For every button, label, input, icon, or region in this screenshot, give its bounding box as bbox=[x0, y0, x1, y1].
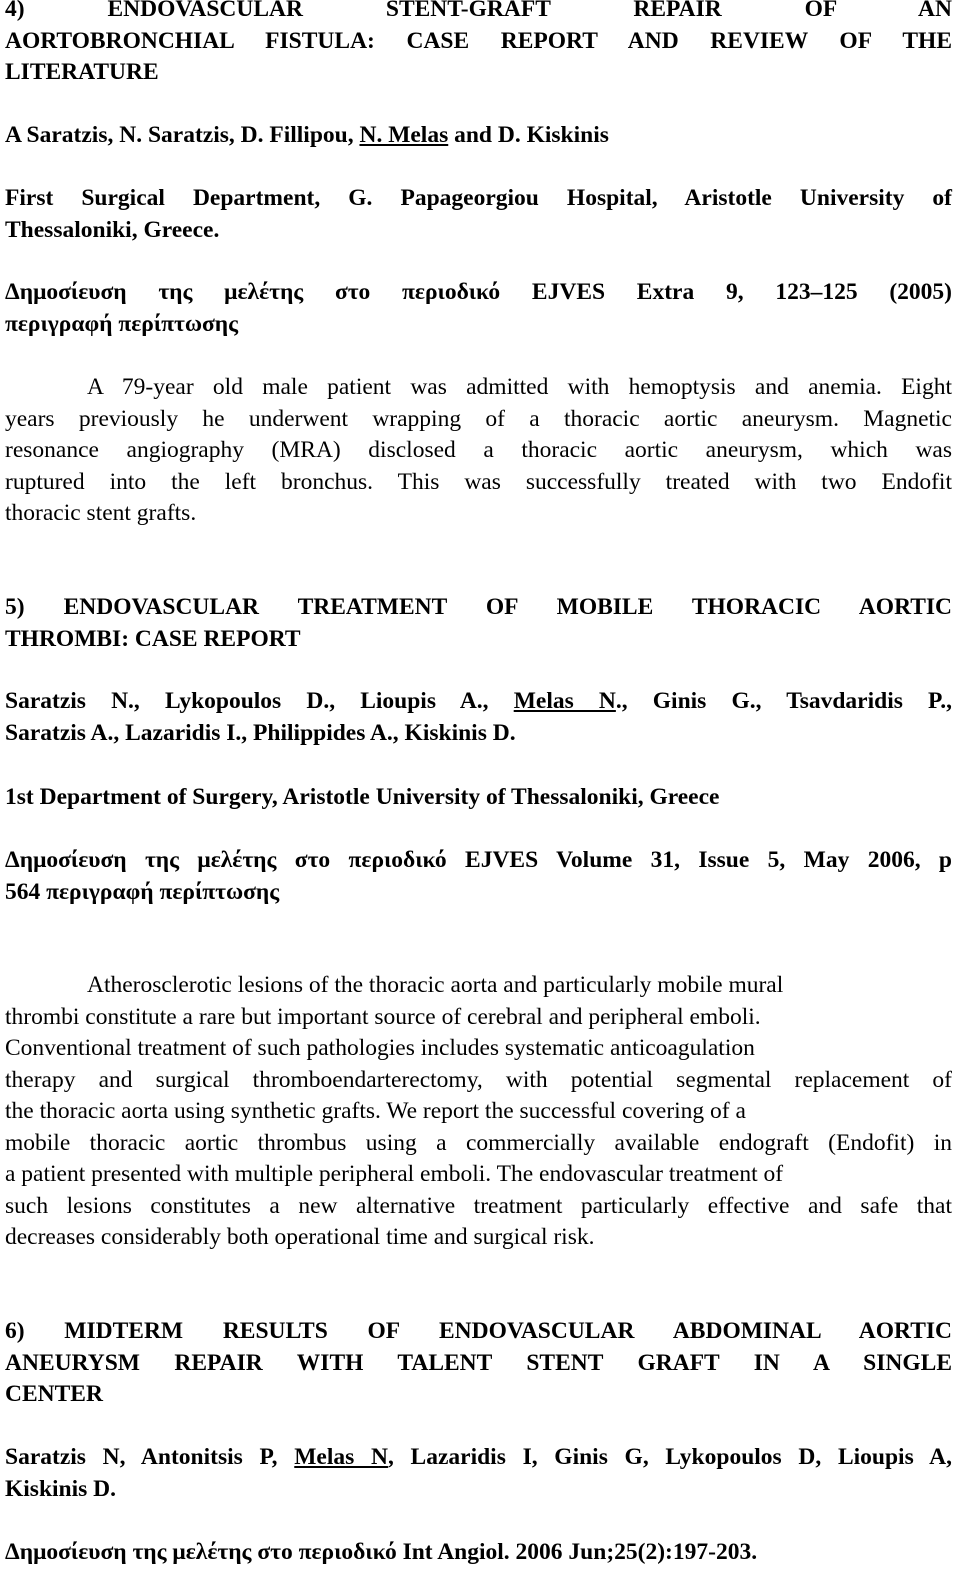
entry6-title-line: CENTER bbox=[5, 1381, 103, 1407]
entry6-title bbox=[5, 1316, 952, 1411]
publication-line: 564 περιγραφή περίπτωσης bbox=[5, 878, 280, 905]
abstract-line: Conventional treatment of such pathologies includes systematic anticoagulation bbox=[5, 1035, 755, 1061]
entry4-abstract bbox=[5, 372, 952, 530]
author-text: Saratzis N., Lykopoulos D., Lioupis A., bbox=[5, 688, 514, 714]
entry4-authors bbox=[5, 120, 952, 152]
abstract-line: therapy and surgical thromboendarterectomy, with potential segmental replacement of bbox=[5, 1066, 952, 1093]
publication-line: Δημοσίευση της μελέτης στο περιοδικό EJVES Extra 9, 123–125 (2005) bbox=[5, 279, 952, 305]
publication-line: Δημοσίευση της μελέτης στο περιοδικό EJVES Volume 31, Issue 5, May 2006, p bbox=[5, 847, 952, 873]
entry6-title-line: ANEURYSM REPAIR WITH TALENT STENT GRAFT IN A SINGLE bbox=[5, 1349, 952, 1376]
abstract-line: decreases considerably both operational time and surgical risk. bbox=[5, 1224, 595, 1250]
abstract-line: ruptured into the left bronchus. This was successfully treated with two Endofit bbox=[5, 468, 952, 495]
underlined-author: Melas N bbox=[294, 1444, 388, 1470]
publication-line: περιγραφή περίπτωσης bbox=[5, 310, 239, 337]
underlined-author: Melas N bbox=[513, 688, 616, 714]
entry5-title bbox=[5, 592, 952, 655]
abstract-line: Atherosclerotic lesions of the thoracic aorta and particularly mobile mural bbox=[87, 972, 784, 998]
entry5-authors bbox=[5, 686, 952, 749]
authors-line bbox=[5, 686, 952, 718]
affiliation-line: Thessaloniki, Greece. bbox=[5, 216, 220, 243]
authors-line bbox=[5, 1442, 952, 1474]
author-text: and D. Kiskinis bbox=[448, 122, 609, 148]
abstract-line: such lesions constitutes a new alternative treatment particularly effective and safe that bbox=[5, 1192, 952, 1219]
abstract-line: resonance angiography (MRA) disclosed a thoracic aortic aneurysm, which was bbox=[5, 437, 952, 463]
entry4-title bbox=[5, 0, 952, 89]
entry5-affiliation bbox=[5, 782, 952, 814]
entry5-title-line: THROMBI: CASE REPORT bbox=[5, 625, 301, 652]
author-text: , Lazaridis I, Ginis G, Lykopoulos D, Lioupis A, bbox=[387, 1444, 952, 1470]
authors-line: Kiskinis D. bbox=[5, 1475, 117, 1502]
entry5-abstract bbox=[5, 970, 952, 1254]
entry4-title-line: LITERATURE bbox=[5, 59, 159, 85]
affiliation-line: First Surgical Department, G. Papageorgiou Hospital, Aristotle University of bbox=[5, 185, 952, 211]
entry4-affiliation bbox=[5, 183, 952, 246]
entry4-title-line: 4) ENDOVASCULAR STENT-GRAFT REPAIR OF AN bbox=[5, 0, 952, 22]
abstract-line: A 79-year old male patient was admitted with hemoptysis and anemia. Eight bbox=[87, 374, 952, 400]
underlined-author: N. Melas bbox=[359, 122, 449, 148]
author-text: A Saratzis, N. Saratzis, D. Fillipou, bbox=[5, 122, 360, 148]
entry6-title-line: 6) MIDTERM RESULTS OF ENDOVASCULAR ABDOMINAL AORTIC bbox=[5, 1318, 952, 1344]
abstract-line: years previously he underwent wrapping of a thoracic aortic aneurysm. Magnetic bbox=[5, 405, 952, 432]
entry6-authors bbox=[5, 1442, 952, 1505]
publication-line: Δημοσίευση της μελέτης στο περιοδικό Int Angiol. 2006 Jun;25(2):197-203. bbox=[5, 1539, 758, 1565]
authors-line: Saratzis A., Lazaridis I., Philippides A., Kiskinis D. bbox=[5, 719, 516, 746]
abstract-line: mobile thoracic aortic thrombus using a commercially available endograft (Endofit) in bbox=[5, 1129, 952, 1156]
abstract-line: thoracic stent grafts. bbox=[5, 500, 197, 526]
abstract-line: thrombi constitute a rare but important source of cerebral and peripheral emboli. bbox=[5, 1003, 761, 1030]
abstract-line: the thoracic aorta using synthetic grafts. We report the successful covering of a bbox=[5, 1098, 746, 1124]
author-text: ., Ginis G., Tsavdaridis P., bbox=[615, 688, 952, 714]
abstract-line: a patient presented with multiple peripheral emboli. The endovascular treatment of bbox=[5, 1161, 784, 1187]
entry4-publication bbox=[5, 277, 952, 340]
entry4-title-line: AORTOBRONCHIAL FISTULA: CASE REPORT AND REVIEW OF THE bbox=[5, 27, 952, 54]
author-text: Saratzis N, Antonitsis P, bbox=[5, 1444, 295, 1470]
affiliation-line: 1st Department of Surgery, Aristotle University of Thessaloniki, Greece bbox=[5, 784, 720, 810]
entry5-publication bbox=[5, 845, 952, 908]
entry5-title-line: 5) ENDOVASCULAR TREATMENT OF MOBILE THORACIC AORTIC bbox=[5, 594, 952, 620]
entry6-publication bbox=[5, 1537, 952, 1569]
